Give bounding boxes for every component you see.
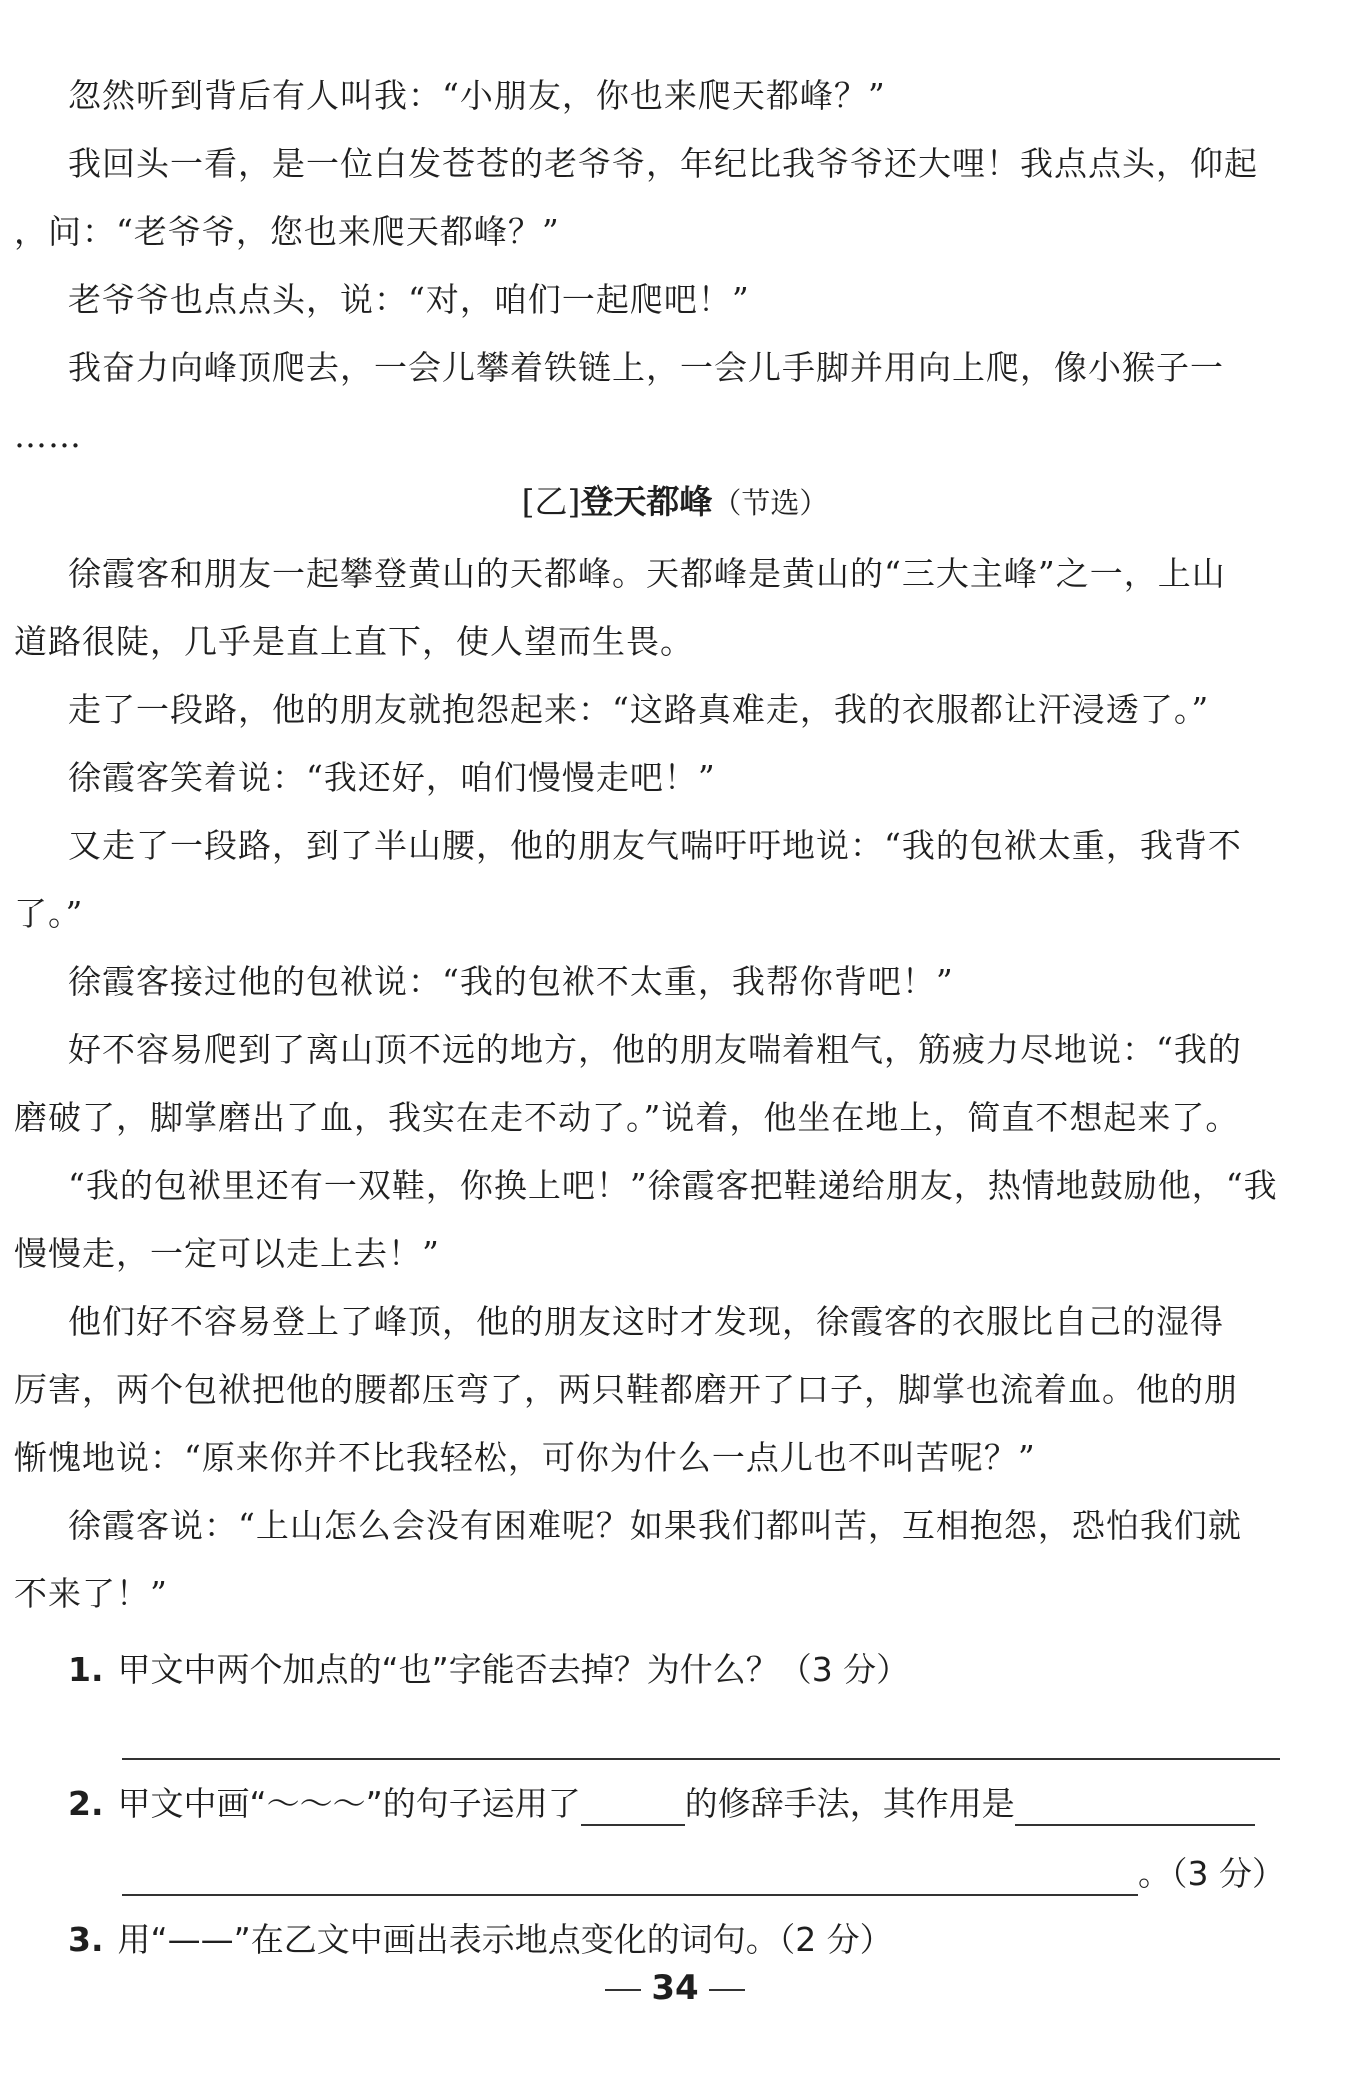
passage-b-line: 走了一段路，他的朋友就抱怨起来：“这路真难走，我的衣服都让汗浸透了。” [68, 690, 1210, 729]
passage-b-line: 又走了一段路，到了半山腰，他的朋友气喘吁吁地说：“我的包袱太重，我背不 [68, 826, 1242, 865]
passage-b-title-note: （节选） [712, 486, 829, 520]
effect-blank-line[interactable] [122, 1860, 1138, 1896]
question-text: 用“——”在乙文中画出表示地点变化的词句。（2 分） [117, 1920, 893, 1959]
question-text: 的修辞手法，其作用是 [684, 1784, 1015, 1823]
passage-a-line: ，问：“老爷爷，您也来爬天都峰？” [14, 212, 560, 251]
passage-b-line: 慢慢走，一定可以走上去！” [14, 1234, 440, 1273]
answer-line[interactable] [122, 1758, 1280, 1760]
passage-b-line: 徐霞客说：“上山怎么会没有困难呢？如果我们都叫苦，互相抱怨，恐怕我们就 [68, 1506, 1242, 1545]
passage-a-line: 我奋力向峰顶爬去，一会儿攀着铁链上，一会儿手脚并用向上爬，像小猴子一 [68, 348, 1224, 387]
passage-b-line: 徐霞客和朋友一起攀登黄山的天都峰。天都峰是黄山的“三大主峰”之一，上山 [68, 554, 1226, 593]
passage-a-line: 我回头一看，是一位白发苍苍的老爷爷，年纪比我爷爷还大哩！我点点头，仰起 [68, 144, 1258, 183]
question-number: 3. [68, 1920, 104, 1959]
passage-b-line: 了。” [14, 894, 84, 933]
passage-b-line: 惭愧地说：“原来你并不比我轻松，可你为什么一点儿也不叫苦呢？” [14, 1438, 1036, 1477]
question-text: 甲文中画“～～～”的句子运用了 [117, 1784, 581, 1823]
passage-b-line: 磨破了，脚掌磨出了血，我实在走不动了。”说着，他坐在地上，简直不想起来了。 [14, 1098, 1240, 1137]
passage-b-line: 徐霞客接过他的包袱说：“我的包袱不太重，我帮你背吧！” [68, 962, 954, 1001]
effect-blank[interactable] [1015, 1790, 1255, 1826]
question-text: 。（3 分） [1138, 1854, 1285, 1893]
passage-a-line: 忽然听到背后有人叫我：“小朋友，你也来爬天都峰？” [68, 76, 886, 115]
passage-b-line: 徐霞客笑着说：“我还好，咱们慢慢走吧！” [68, 758, 716, 797]
passage-b-line: 不来了！” [14, 1574, 168, 1613]
passage-b-title [0, 480, 1350, 525]
question-2-continued [122, 1852, 1290, 1896]
question-3 [68, 1918, 1290, 1962]
page-number-text: 34 [651, 1968, 699, 2008]
passage-b-line: “我的包袱里还有一双鞋，你换上吧！”徐霞客把鞋递给朋友，热情地鼓励他，“我 [68, 1166, 1278, 1205]
passage-b-title-text: 登天都峰 [580, 482, 713, 521]
question-number: 1. [68, 1650, 104, 1689]
dash-divider [605, 1989, 641, 1991]
question-2 [68, 1782, 1290, 1826]
passage-b-line: 好不容易爬到了离山顶不远的地方，他的朋友喘着粗气，筋疲力尽地说：“我的 [68, 1030, 1242, 1069]
passage-a-line: …… [14, 416, 82, 455]
question-1 [68, 1648, 1290, 1692]
passage-b-line: 道路很陡，几乎是直上直下，使人望而生畏。 [14, 622, 694, 661]
passage-b-line: 厉害，两个包袱把他的腰都压弯了，两只鞋都磨开了口子，脚掌也流着血。他的朋 [14, 1370, 1238, 1409]
page-number [0, 1968, 1350, 2008]
passage-b-title-bracket: [乙] [521, 482, 581, 521]
rhetoric-blank[interactable] [581, 1790, 685, 1826]
passage-a-line: 老爷爷也点点头，说：“对，咱们一起爬吧！” [68, 280, 750, 319]
question-text: 甲文中两个加点的“也”字能否去掉？为什么？（3 分） [117, 1650, 910, 1689]
dash-divider [709, 1989, 745, 1991]
passage-b-line: 他们好不容易登上了峰顶，他的朋友这时才发现，徐霞客的衣服比自己的湿得 [68, 1302, 1224, 1341]
question-number: 2. [68, 1784, 104, 1823]
